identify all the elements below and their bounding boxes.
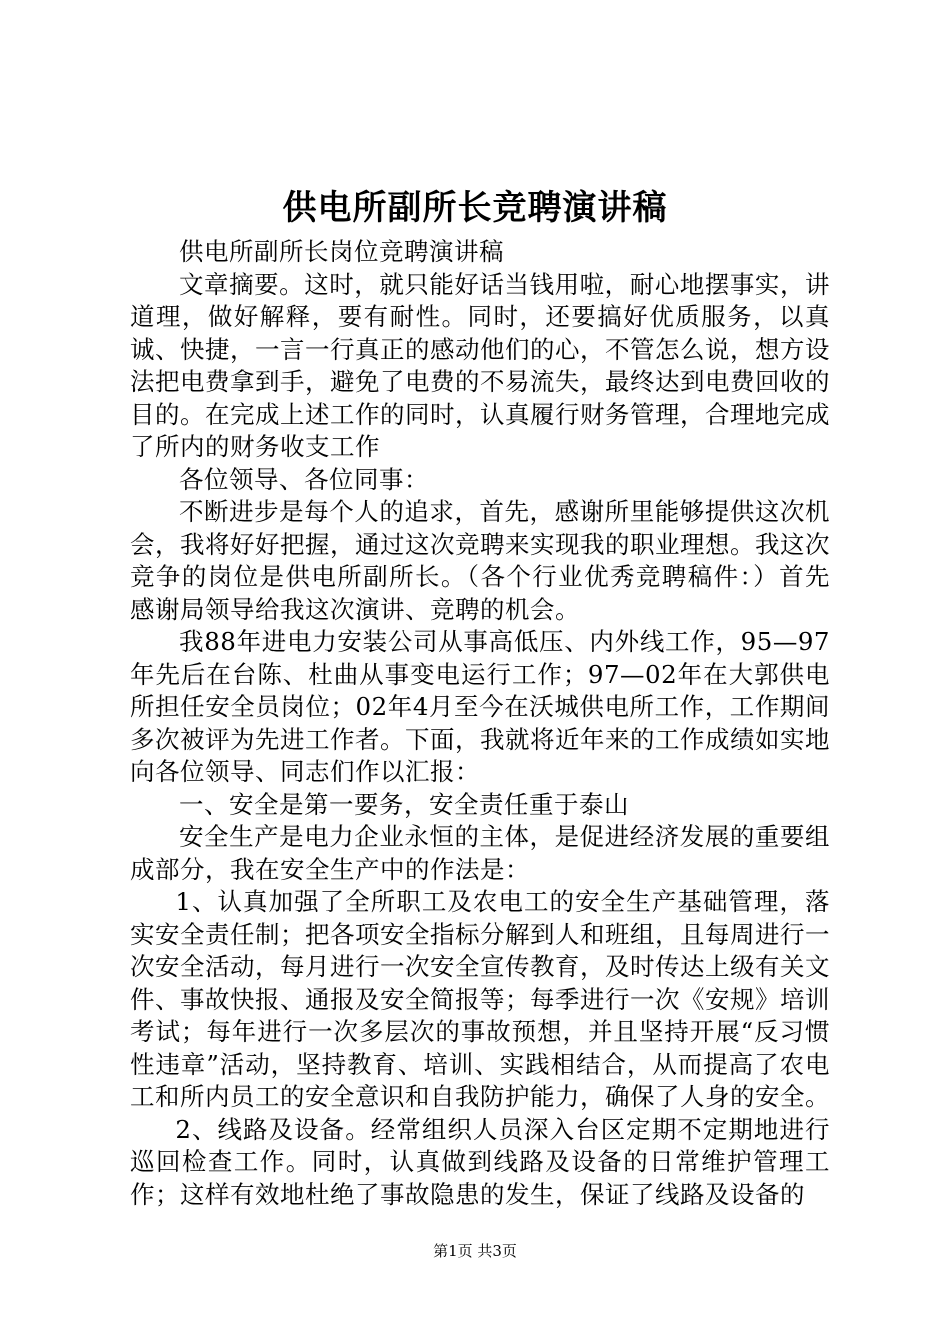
page-number: 第1页 共3页	[433, 1242, 517, 1260]
list-item-1: 1、认真加强了全所职工及农电工的安全生产基础管理，落实安全责任制；把各项安全指标分解到人和班组，且每周进行一次安全活动，每月进行一次安全宣传教育，及时传达上级有关文件、事故快报、通报及安全简报等；每季进行一次《安规》培训考试；每年进行一次多层次的事故预想，并且坚持开展“反习惯性违章”活动，坚持教育、培训、实践相结合，从而提高了农电工和所内员工的安全意识和自我防护能力，确保了人身的安全。	[130, 887, 830, 1111]
document-body	[130, 236, 830, 1211]
document-title: 供电所副所长竞聘演讲稿	[282, 188, 668, 228]
list-item-2: 2、线路及设备。经常组织人员深入台区定期不定期地进行巡回检查工作。同时，认真做到线路及设备的日常维护管理工作；这样有效地杜绝了事故隐患的发生，保证了线路及设备的	[130, 1114, 830, 1209]
salutation-paragraph: 各位领导、各位同事：	[179, 464, 429, 494]
intro-paragraph: 不断进步是每个人的追求，首先，感谢所里能够提供这次机会，我将好好把握，通过这次竞聘来实现我的职业理想。我这次竞争的岗位是供电所副所长。（各个行业优秀竞聘稿件：）首先感谢局领导给我这次演讲、竞聘的机会。	[130, 497, 830, 624]
experience-paragraph: 我88年进电力安装公司从事高低压、内外线工作，95—97年先后在台陈、杜曲从事变电运行工作；97—02年在大郭供电所担任安全员岗位；02年4月至今在沃城供电所工作，工作期间多次被评为先进工作者。下面，我就将近年来的工作成绩如实地向各位领导、同志们作以汇报：	[130, 627, 830, 786]
abstract-paragraph: 文章摘要。这时，就只能好话当钱用啦，耐心地摆事实，讲道理，做好解释，要有耐性。同时，还要搞好优质服务，以真诚、快捷，一言一行真正的感动他们的心，不管怎么说，想方设法把电费拿到手，避免了电费的不易流失，最终达到电费回收的目的。在完成上述工作的同时，认真履行财务管理，合理地完成了所内的财务收支工作	[130, 269, 830, 461]
safety-paragraph: 安全生产是电力企业永恒的主体，是促进经济发展的重要组成部分，我在安全生产中的作法是：	[130, 822, 830, 884]
subtitle-paragraph: 供电所副所长岗位竞聘演讲稿	[179, 237, 504, 266]
section-heading: 一、安全是第一要务，安全责任重于泰山	[179, 789, 629, 819]
